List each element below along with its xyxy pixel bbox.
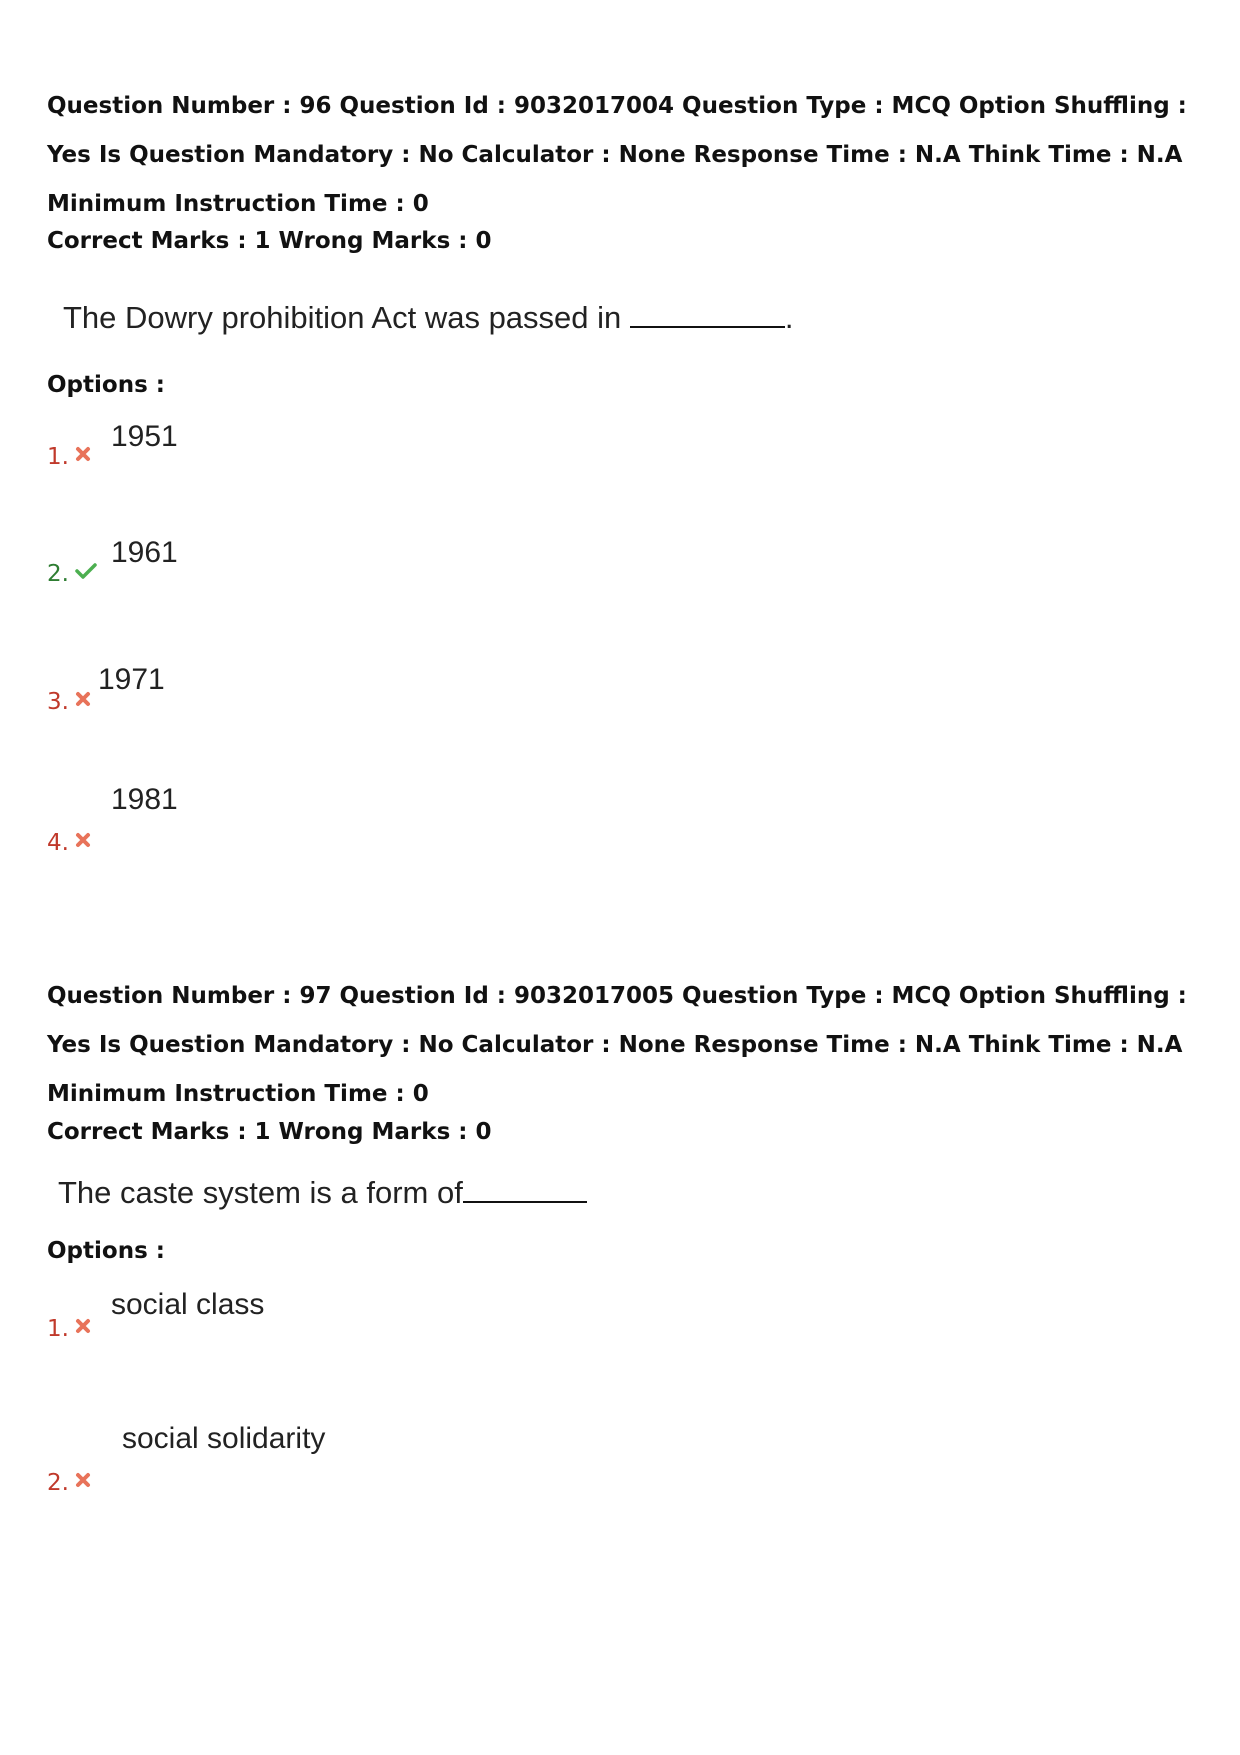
option-text: 1951	[111, 420, 178, 453]
option-number	[47, 444, 91, 470]
question-text-end: .	[784, 300, 794, 335]
option-number	[47, 1470, 91, 1496]
option-number-label: 3.	[47, 689, 69, 715]
question-96-text	[63, 300, 794, 336]
question-96-meta: Question Number : 96 Question Id : 9032017004 Question Type : MCQ Option Shuffling : Yes Is Question Mandatory : No Calculator : None Response Time : N.A Think Time : N.A Minimum Instruction Time : 0	[47, 93, 1187, 217]
question-97-marks: Correct Marks : 1 Wrong Marks : 0	[47, 1119, 492, 1145]
option-number-label: 2.	[47, 1470, 69, 1496]
option-text: social solidarity	[122, 1422, 326, 1455]
option-number	[47, 830, 91, 856]
option-number	[47, 1316, 91, 1342]
cross-icon	[75, 1472, 91, 1488]
cross-icon	[75, 1318, 91, 1334]
options-label: Options :	[47, 1238, 165, 1264]
check-icon	[75, 563, 97, 579]
option-number-label: 2.	[47, 561, 69, 587]
options-label: Options :	[47, 372, 165, 398]
question-text: The Dowry prohibition Act was passed in	[63, 300, 622, 335]
question-text: The caste system is a form of	[58, 1175, 463, 1210]
cross-icon	[75, 832, 91, 848]
option-text: 1961	[111, 536, 178, 569]
question-97-meta: Question Number : 97 Question Id : 9032017005 Question Type : MCQ Option Shuffling : Yes Is Question Mandatory : No Calculator : None Response Time : N.A Think Time : N.A Minimum Instruction Time : 0	[47, 983, 1187, 1107]
question-96-marks: Correct Marks : 1 Wrong Marks : 0	[47, 228, 492, 254]
option-number	[47, 561, 97, 587]
cross-icon	[75, 691, 91, 707]
answer-blank	[630, 322, 785, 328]
option-text: 1971	[98, 663, 165, 696]
cross-icon	[75, 446, 91, 462]
option-number	[47, 689, 91, 715]
option-text: 1981	[111, 783, 178, 816]
question-97-text	[58, 1175, 587, 1211]
option-number-label: 4.	[47, 830, 69, 856]
answer-blank	[463, 1197, 587, 1203]
option-text: social class	[111, 1288, 265, 1321]
option-number-label: 1.	[47, 444, 69, 470]
option-number-label: 1.	[47, 1316, 69, 1342]
